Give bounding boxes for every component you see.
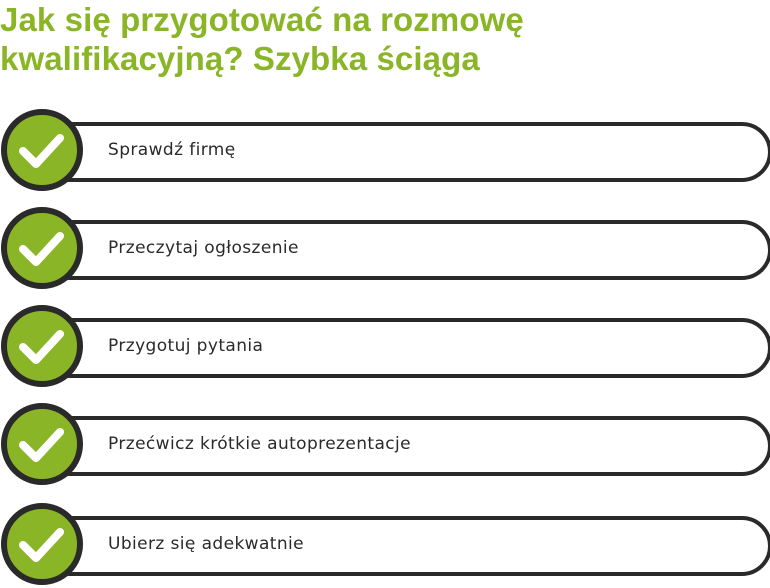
list-item [0, 304, 770, 388]
list-item [0, 206, 770, 290]
item-label: Przeczytaj ogłoszenie [108, 238, 299, 258]
page-title: Jak się przygotować na rozmowę kwalifikacyjną? Szybka ściąga [0, 1, 524, 77]
check-icon [0, 502, 84, 586]
check-icon [0, 402, 84, 486]
item-label: Przećwicz krótkie autoprezentacje [108, 434, 412, 454]
check-icon [0, 206, 84, 290]
item-label: Przygotuj pytania [108, 336, 264, 356]
check-icon [0, 304, 84, 388]
list-item [0, 108, 770, 192]
list-item [0, 502, 770, 586]
item-label: Sprawdź firmę [108, 140, 236, 160]
item-label: Ubierz się adekwatnie [108, 534, 305, 554]
list-item [0, 402, 770, 486]
check-icon [0, 108, 84, 192]
